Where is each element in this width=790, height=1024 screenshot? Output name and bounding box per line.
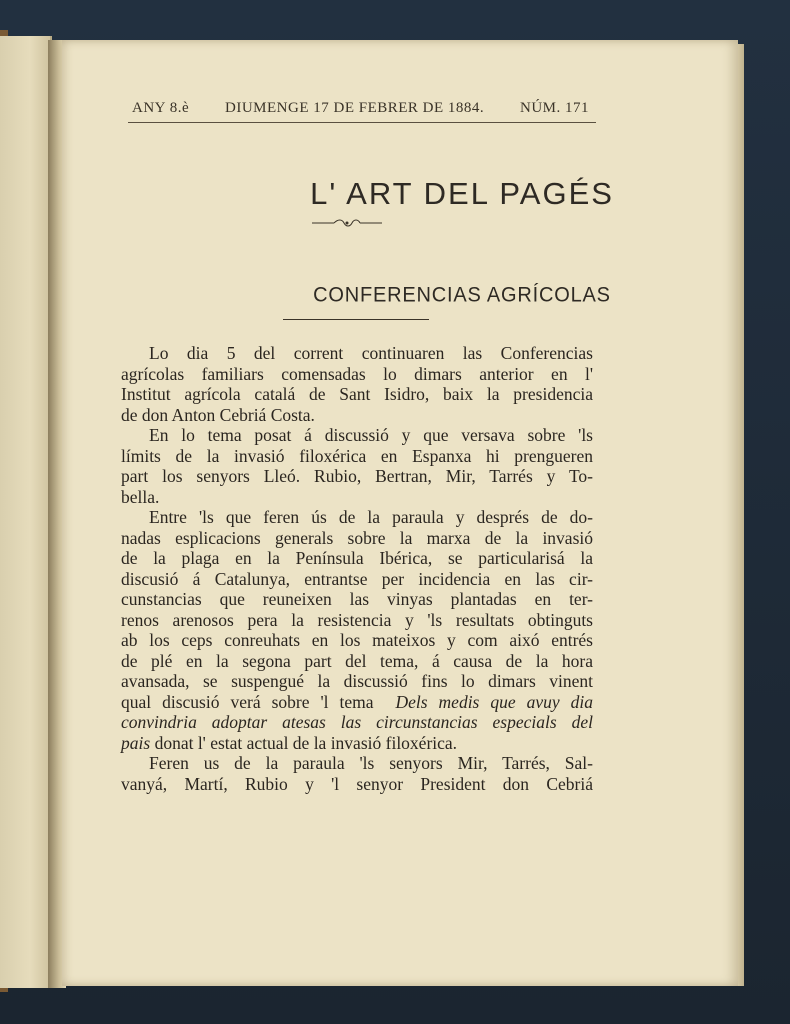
text-line xyxy=(121,712,593,733)
text-line: Institut agrícola catalá de Sant Isidro, baix la presidencia xyxy=(121,384,593,404)
issue-number: NÚM. 171 xyxy=(520,100,590,116)
text-line: límits de la invasió filoxérica en Espanxa hi prengueren xyxy=(121,445,593,466)
text-line: nadas esplicacions generals sobre la marxa de la invasió xyxy=(121,527,593,548)
section-title: CONFERENCIAS AGRÍCOLAS xyxy=(313,283,611,307)
text-line: de don Anton Cebriá Costa. xyxy=(121,404,315,425)
running-header xyxy=(128,100,598,124)
text-line-end: donat l' estat actual de la invasió filoxérica. xyxy=(154,732,458,753)
text-line-start: qual discusió verá sobre 'l tema xyxy=(121,691,374,712)
text-line: discusió á Catalunya, entrantse per incidencia en las cir- xyxy=(121,568,593,589)
text-line: Lo dia 5 del corrent continuaren las Conferencias xyxy=(149,343,593,363)
text-line: de la plaga en la Península Ibérica, se particularisá la xyxy=(121,548,593,568)
text-line: renos arenosos pera la resistencia y 'ls resultats obtinguts xyxy=(121,609,593,630)
text-line: bella. xyxy=(121,486,160,507)
italic-topic: pais xyxy=(121,732,151,753)
header-rule xyxy=(128,122,596,123)
text-line xyxy=(121,692,593,713)
decorative-flourish-icon xyxy=(312,218,382,228)
text-line xyxy=(121,733,593,754)
right-page xyxy=(62,40,738,986)
text-line: Entre 'ls que feren ús de la paraula y després de do- xyxy=(149,507,593,527)
left-page xyxy=(0,36,52,988)
issue-date: DIUMENGE 17 DE FEBRER DE 1884. xyxy=(225,100,485,116)
text-line: Feren us de la paraula 'ls senyors Mir, Tarrés, Sal- xyxy=(149,753,593,773)
section-rule xyxy=(283,319,429,320)
text-line: avansada, se suspengué la discussió fins lo dimars vinent xyxy=(121,671,593,691)
text-line: ab los ceps conreuhats en los mateixos y com aixó entrés xyxy=(121,630,593,650)
text-line: vanyá, Martí, Rubio y 'l senyor President don Cebriá xyxy=(121,773,593,794)
article-body xyxy=(121,343,593,794)
text-line: de plé en la segona part del tema, á causa de la hora xyxy=(121,650,593,671)
text-line: agrícolas familiars comensadas lo dimars anterior en l' xyxy=(121,363,593,384)
text-line: cunstancias que reuneixen las vinyas plantadas en ter- xyxy=(121,589,593,609)
italic-topic: convindria adoptar atesas las circunstancias especials del xyxy=(121,712,593,732)
text-line: En lo tema posat á discussió y que versava sobre 'ls xyxy=(149,425,593,445)
italic-topic: Dels medis que avuy dia xyxy=(395,691,593,712)
issue-year: ANY 8.è xyxy=(132,100,190,116)
text-line: part los senyors Lleó. Rubio, Bertran, Mir, Tarrés y To- xyxy=(121,466,593,486)
masthead-title: L' ART DEL PAGÉS xyxy=(310,176,614,211)
